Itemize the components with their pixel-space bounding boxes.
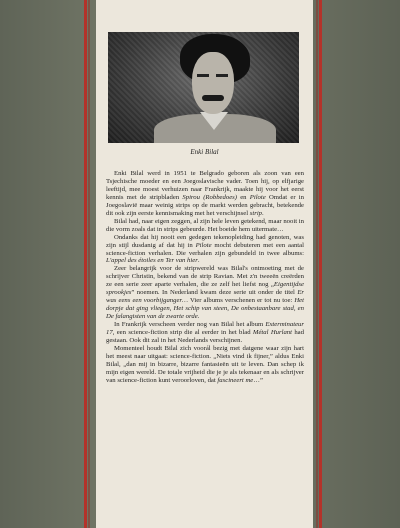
bio-paragraph-1: Enki Bilal werd in 1951 te Belgrado geboren als zoon van een Tsjechische moeder en een Joegoslavische vader. Toen hij, op elfjarige leeftijd, mee moest verhuizen naar Frankrijk, maakte hij voor het eerst kennis met de stripbladen Spirou (Robbedoes) en Pilote Omdat er in Joegoslavië maar weinig strips op de markt werden gebracht, betekende dit ook zijn eerste kennismaking met het verschijnsel strip. [106,170,304,217]
bio-paragraph-4: Zeer belangrijk voor de stripwereld was Bilal's ontmoeting met de schrijver Christin, bekend van de strip Ravian. Met z'n tweeën creërden ze een serie zeer aparte verhalen, die ze zelf het liefst nog „Eigentijdse sprookjes” noemen. In Nederland kwam deze serie uit onder de titel Er was eens een voorbijganger… Vier albums verschenen er tot nu toe: Het dorpje dat ging vliegen, Het schip van steen, De onbestaanbare stad, en De falangisten van de zwarte orde. [106,265,304,321]
biography-text [106,170,304,385]
left-red-stripe [84,0,87,528]
photo-caption: Enki Bilal [190,148,219,156]
author-photo [108,32,299,143]
right-red-stripe-inner [316,0,318,528]
bio-paragraph-3: Ondanks dat hij nooit een gedegen tekenopleiding had genoten, was zijn stijl dusdanig af dat hij in Pilote mocht debuteren met een aantal science-fiction verhalen. Die verhalen zijn gebundeld in twee albums: L'appel des étoiles en Ter van hier. [106,233,304,265]
text-panel [96,0,313,528]
bio-paragraph-6: Momenteel houdt Bilal zich voorál bezig met datgene waar zijn hart het meest naar uitgaat: science-fiction. „Niets vind ik fijner,” aldus Enki Bilal, „dan mij in bizarre, bizarre fantasieën uit te leven. Dan schep ik mijn eigen wereld. De totale vrijheid die je je als tekenaar en als schrijver van science-fiction kunt veroorloven, dat fascineert me…” [106,344,304,384]
left-red-stripe-inner [88,0,90,528]
right-red-stripe [319,0,322,528]
bio-paragraph-2: Bilal had, naar eigen zeggen, al zijn hele leven getekend, maar nooit in die vorm zoals dat in strips gebeurde. Het boeide hem uitermate… [106,217,304,233]
bio-paragraph-5: In Frankrijk verscheen verder nog van Bilal het album Exterminateur 17, een science-fiction strip die al eerder in het blad Métal Hurlant had gestaan. Ook dit zal in het Nederlands verschijnen. [106,321,304,345]
